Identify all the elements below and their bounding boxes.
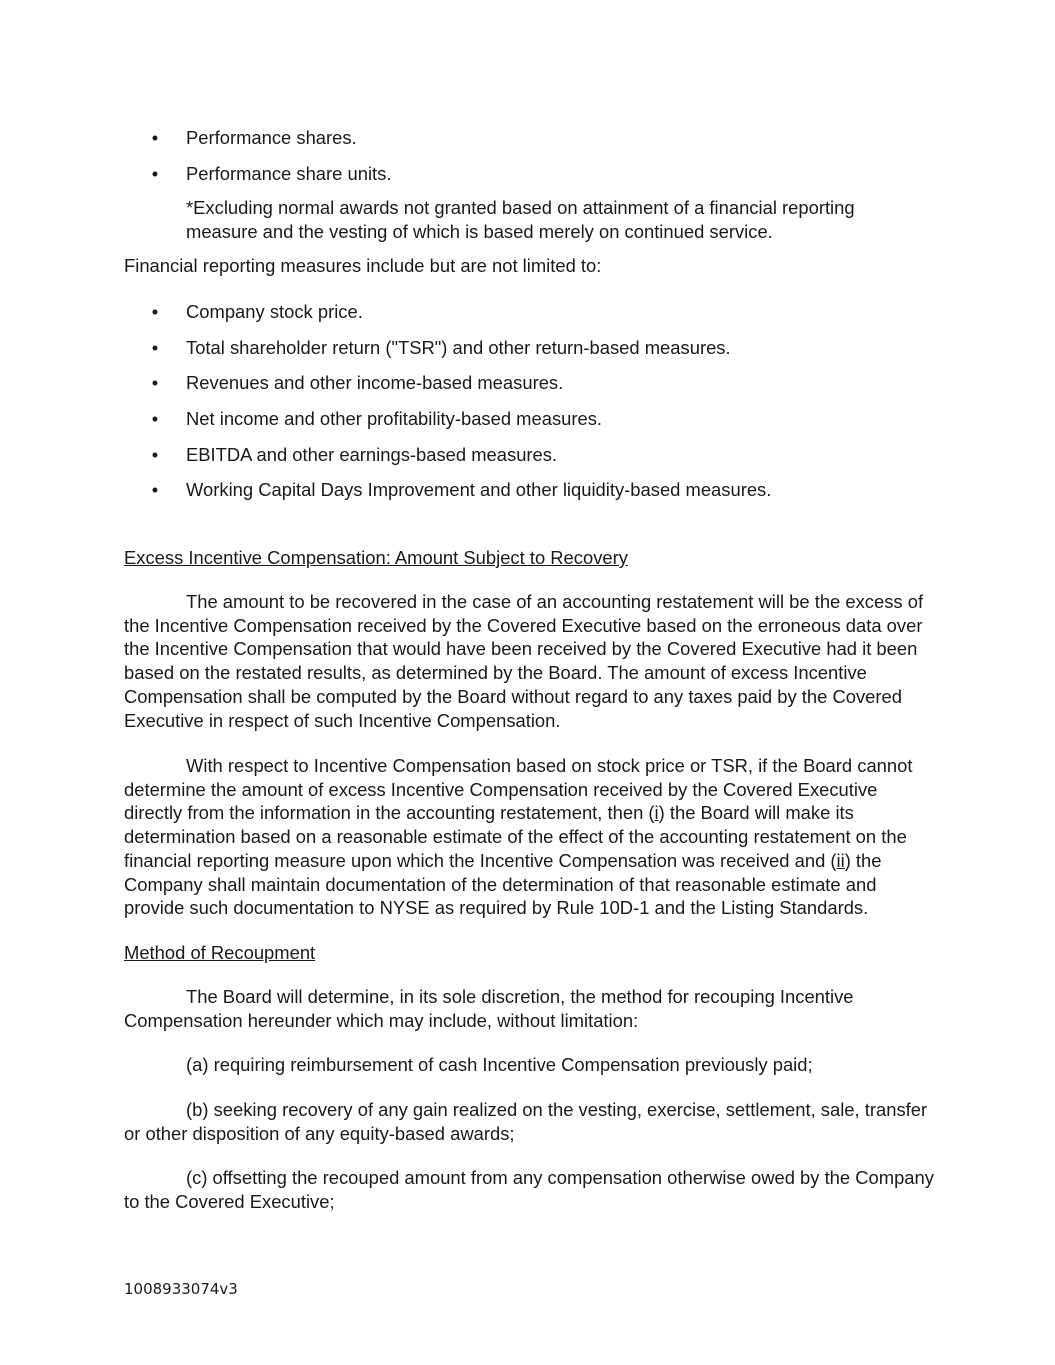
text-run: ) the Board will make its determination based on a reasonable estimate of the effect of the accounting restatement on the financial reporting measure upon which the Incentive Compensation was received and ( (124, 802, 907, 871)
document-id-footer: 1008933074v3 (124, 1280, 238, 1298)
paragraph-stock-price-tsr (124, 754, 936, 920)
paragraph-method-intro: The Board will determine, in its sole discretion, the method for recouping Incentive Compensation hereunder which may include, without limitation: (124, 986, 854, 1031)
text-run: ) the Company shall maintain documentation of the determination of that reasonable estimate and provide such documentation to NYSE as required by Rule 10D-1 and the Listing Standards. (124, 849, 882, 919)
list-item-text: EBITDA and other earnings-based measures. (186, 444, 558, 465)
bullet-dot: • (151, 301, 159, 322)
section-heading-excess-incentive: Excess Incentive Compensation: Amount Subject to Recovery (124, 547, 628, 568)
recoupment-item-a: (a) requiring reimbursement of cash Incentive Compensation previously paid; (186, 1054, 813, 1075)
list-item-text: Performance shares. (186, 127, 357, 148)
list-item-text: Total shareholder return ("TSR") and other return-based measures. (186, 337, 731, 358)
measures-intro: Financial reporting measures include but are not limited to: (124, 255, 602, 276)
text-run-underlined: i (654, 802, 659, 824)
bullet-dot: • (151, 372, 159, 393)
bullet-dot: • (151, 444, 159, 465)
list-item-text: Performance share units. (186, 163, 392, 184)
list-item-text: Company stock price. (186, 301, 363, 322)
recoupment-item-b: (b) seeking recovery of any gain realized on the vesting, exercise, settlement, sale, transfer or other disposition of any equity-based awards; (124, 1099, 928, 1144)
list-item-text: Working Capital Days Improvement and other liquidity-based measures. (186, 479, 772, 500)
text-run-underlined: ii (836, 849, 845, 871)
list-item-text: Net income and other profitability-based measures. (186, 408, 603, 429)
bullet-dot: • (151, 479, 159, 500)
excluding-note: *Excluding normal awards not granted based on attainment of a financial reporting measure and the vesting of which is based merely on continued service. (186, 197, 855, 242)
recoupment-item-c: (c) offsetting the recouped amount from any compensation otherwise owed by the Company to the Covered Executive; (124, 1167, 934, 1212)
bullet-dot: • (151, 127, 159, 148)
bullet-dot: • (151, 163, 159, 184)
text-run: With respect to Incentive Compensation based on stock price or TSR, if the Board cannot determine the amount of excess Incentive Compensation received by the Covered Executive directly from the information in the accounting restatement, then ( (124, 755, 913, 824)
bullet-dot: • (151, 408, 159, 429)
list-item-text: Revenues and other income-based measures. (186, 372, 564, 393)
bullet-dot: • (151, 337, 159, 358)
section-heading-method-of-recoupment: Method of Recoupment (124, 942, 316, 963)
paragraph-amount-recovered: The amount to be recovered in the case of an accounting restatement will be the excess of the Incentive Compensation received by the Covered Executive based on the erroneous data over the Incentive Compensation that would have been received by the Covered Executive had it been based on the restated results, as determined by the Board. The amount of excess Incentive Compensation shall be computed by the Board without regard to any taxes paid by the Covered Executive in respect of such Incentive Compensation. (124, 591, 924, 731)
